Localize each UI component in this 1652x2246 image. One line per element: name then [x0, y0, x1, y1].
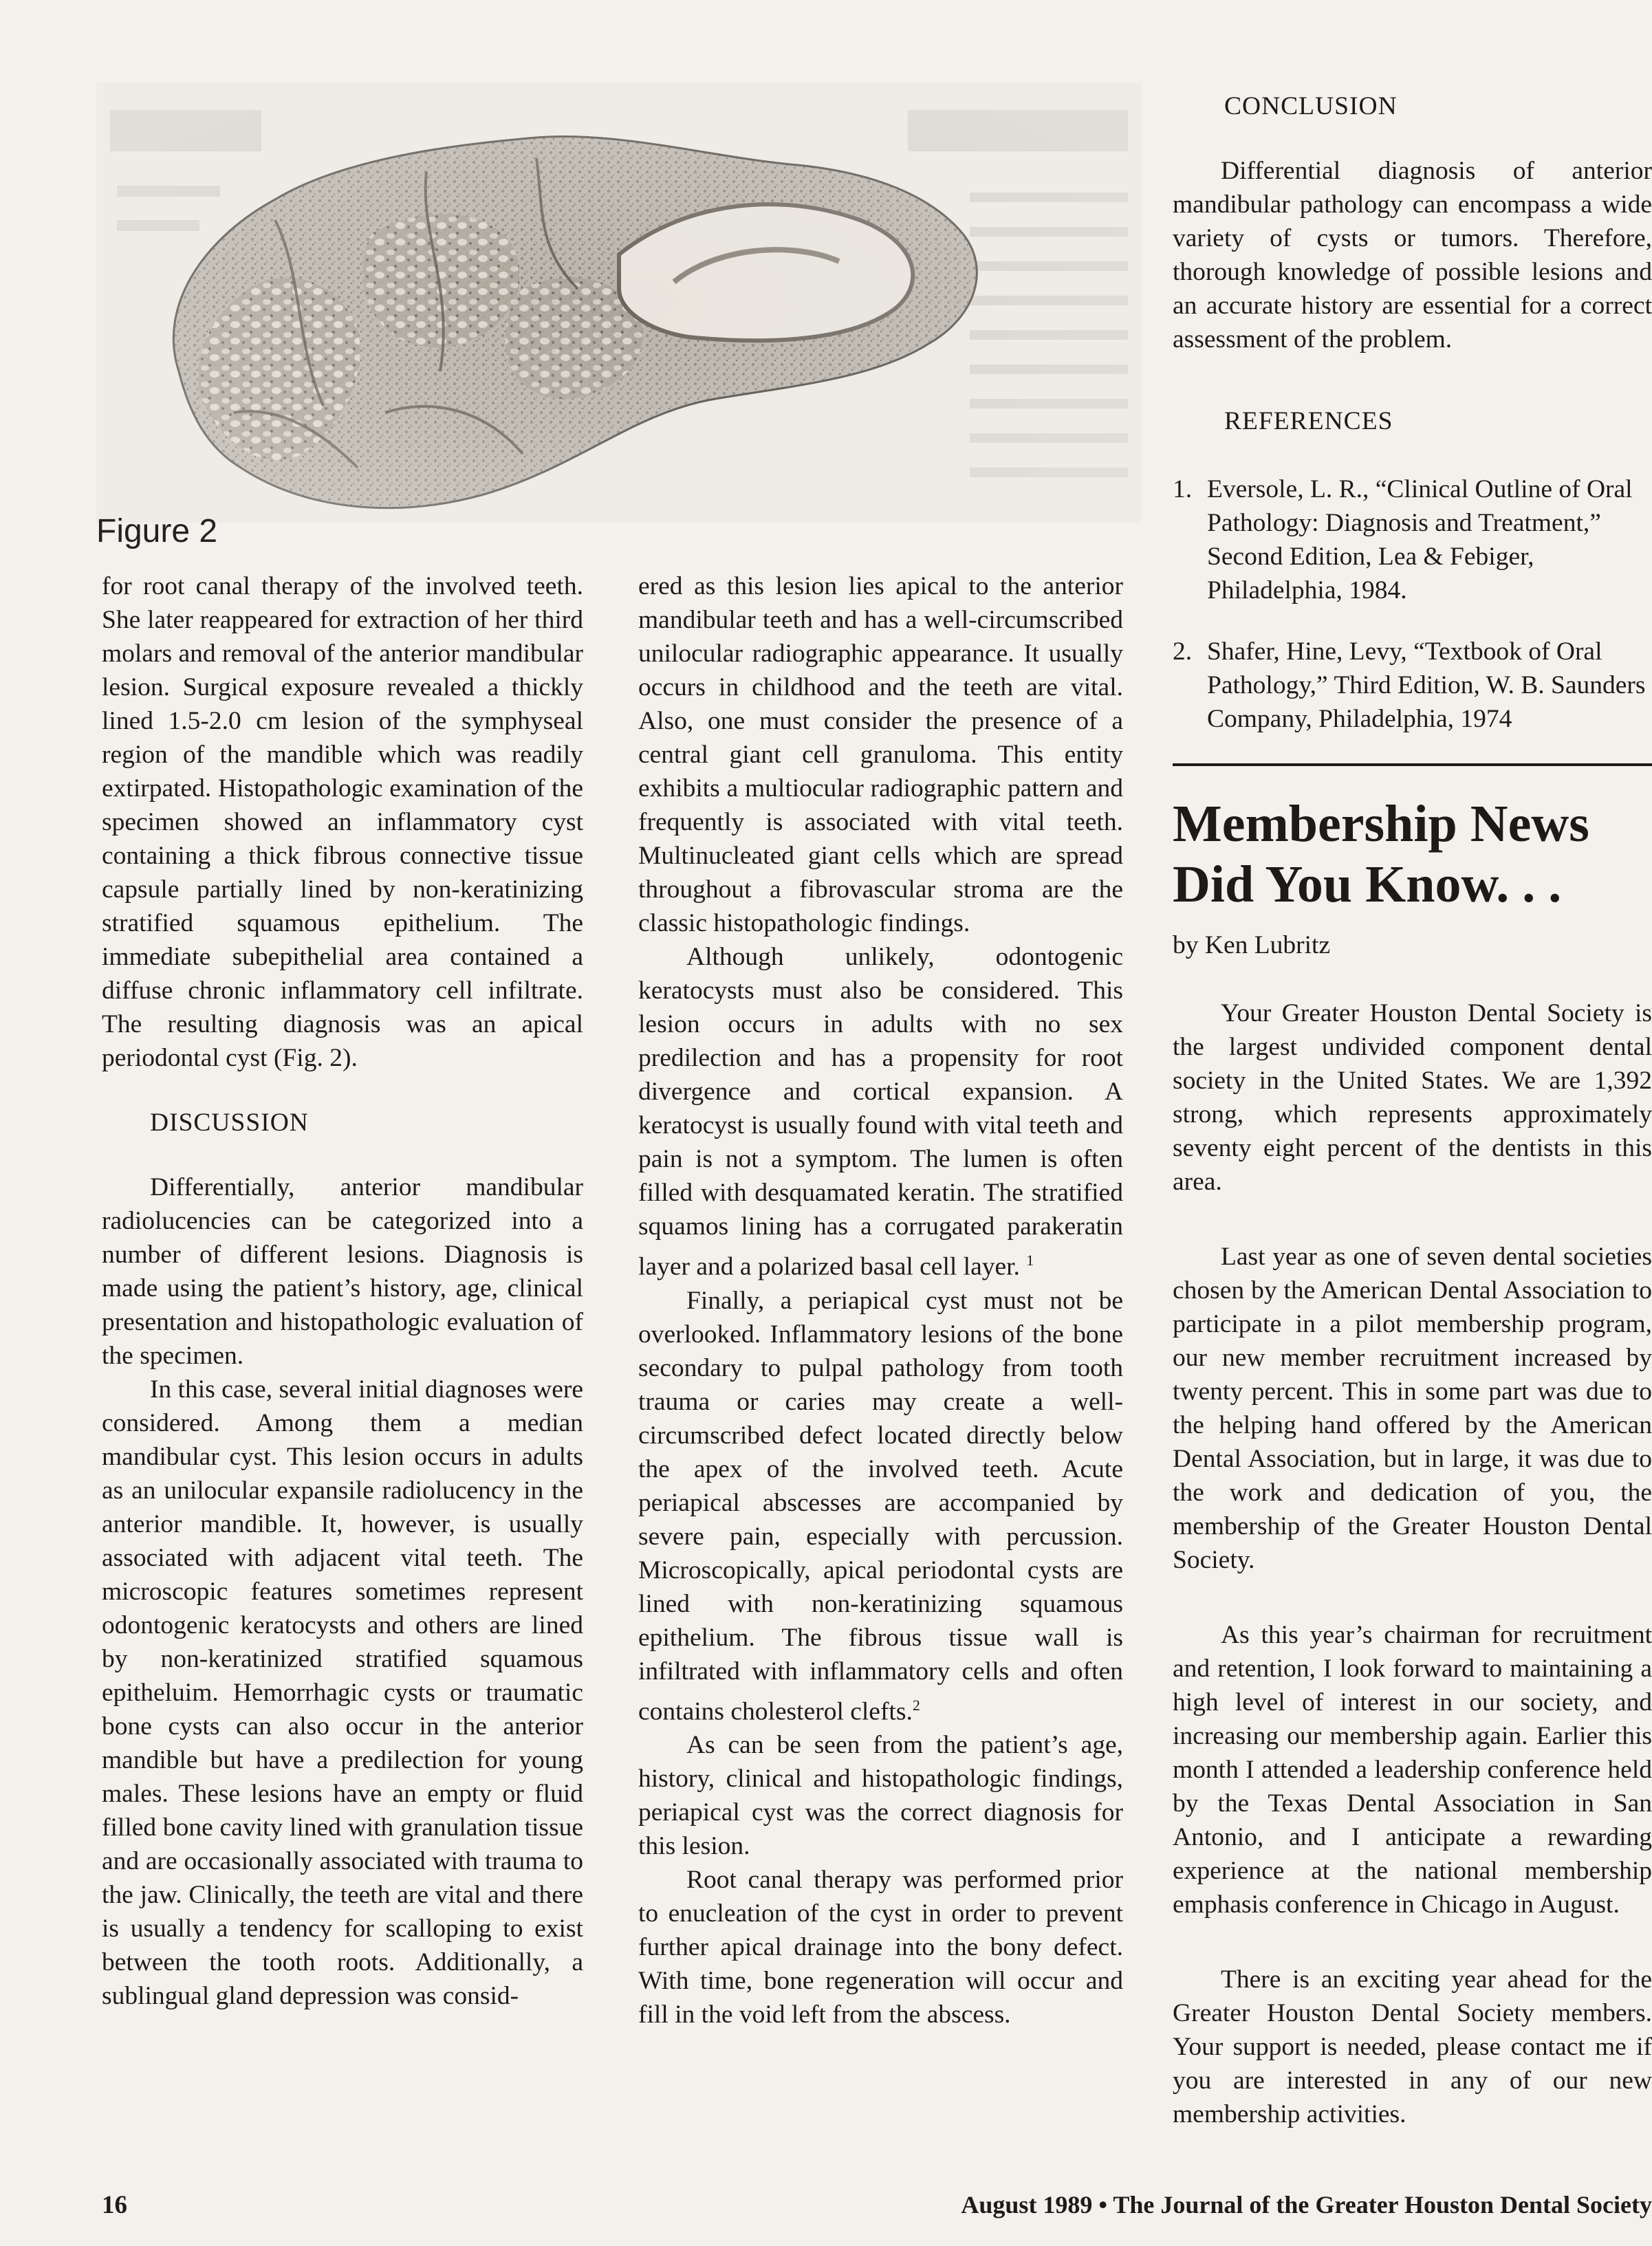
discussion-paragraph: In this case, several initial diagnoses were considered. Among them a median mandibular cyst. This lesion occurs in adults as an unilocular expansile radiolucency in the anterior mandible. It, however, is usually associated with adjacent vital teeth. The microscopic features sometimes represent odontogenic keratocysts and others are lined by non-keratinized stratified squamous epitheluim. Hemorrhagic cysts or traumatic bone cysts can also occur in the anterior mandible but have a predilection for young males. These lesions have an empty or fluid filled bone cavity lined with granulation tissue and are occasionally associated with trauma to the jaw. Clinically, the teeth are vital and there is usually a tendency for scalloping to exist between the tooth roots. Additionally, a sublingual gland depression was consid-: [102, 1375, 583, 2010]
figure-caption: Figure 2: [96, 513, 218, 549]
page-number: 16: [102, 2191, 127, 2219]
discussion-paragraph: As can be seen from the patient’s age, history, clinical and histopathologic findings, periapical cyst was the correct diagnosis for this lesion.: [638, 1731, 1123, 1860]
footnote-ref-1: 1: [1026, 1252, 1034, 1269]
footnote-ref-2: 2: [912, 1696, 920, 1714]
reference-number: 2.: [1173, 637, 1193, 666]
news-paragraph: Your Greater Houston Dental Society is the largest undivided component dental society in the United States. We are 1,392 strong, which represents approximately seventy eight percent of the dentists in this area.: [1173, 999, 1652, 1196]
reference-text: Eversole, L. R., “Clinical Outline of Oral Pathology: Diagnosis and Treatment,” Second Edition, Lea & Febiger, Philadelphia, 1984.: [1207, 475, 1633, 604]
journal-footer: August 1989 • The Journal of the Greater Houston Dental Society: [961, 2191, 1652, 2218]
news-paragraph: As this year’s chairman for recruitment and retention, I look forward to maintaining a high level of interest in our society, and increasing our membership again. Earlier this month I attended a leadership conference held by the Texas Dental Association in San Antonio, and I anticipate a rewarding experience at the national membership emphasis conference in Chicago in August.: [1173, 1621, 1652, 1919]
discussion-paragraph: [638, 1284, 1123, 1729]
discussion-paragraph: [638, 940, 1123, 1284]
news-paragraph: Last year as one of seven dental societies chosen by the American Dental Association to participate in a pilot membership program, our new member recruitment increased by twenty percent. This in some part was due to the helping hand offered by the American Dental Association, but in large, it was due to the work and dedication of you, the membership of the Greater Houston Dental Society.: [1173, 1243, 1652, 1574]
author-byline: by Ken Lubritz: [1173, 931, 1331, 959]
case-paragraph: for root canal therapy of the involved teeth. She later reappeared for extraction of her third molars and removal of the anterior mandibular lesion. Surgical exposure revealed a thickly lined 1.5-2.0 cm lesion of the symphyseal region of the mandible which was readily extirpated. Histopathologic examination of the specimen showed an inflammatory cyst containing a thick fibrous connective tissue capsule partially lined by non-keratinizing stratified squamous epithelium. The immediate subepithelial area contained a diffuse chronic inflammatory cell infiltrate. The resulting diagnosis was an apical periodontal cyst (Fig. 2).: [102, 572, 583, 1072]
discussion-heading: DISCUSSION: [150, 1109, 309, 1137]
histology-micrograph-image: [96, 83, 1142, 523]
reference-number: 1.: [1173, 475, 1193, 503]
did-you-know-title: Did You Know. . .: [1173, 855, 1562, 913]
discussion-paragraph: Differentially, anterior mandibular radiolucencies can be categorized into a number of different lesions. Diagnosis is made using the patient’s history, age, clinical presentation and histopathologic evaluation of the specimen.: [102, 1173, 583, 1370]
keratocyst-text: Although unlikely, odontogenic keratocysts must also be considered. This lesion occurs in adults with no sex predilection and has a propensity for root divergence and cortical expansion. A keratocyst is usually found with vital teeth and pain is not a symptom. The lumen is often filled with desquamated keratin. The stratified squamos lining has a corrugated parakeratin layer and a polarized basal cell layer.: [638, 943, 1123, 1281]
conclusion-paragraph: Differential diagnosis of anterior mandibular pathology can encompass a wide variety of cysts or tumors. Therefore, thorough knowledge of possible lesions and an accurate history are essential for a correct assessment of the problem.: [1173, 157, 1652, 353]
conclusion-heading: CONCLUSION: [1224, 92, 1398, 120]
section-divider: [1173, 763, 1652, 766]
reference-text: Shafer, Hine, Levy, “Textbook of Oral Pathology,” Third Edition, W. B. Saunders Company, Philadelphia, 1974: [1207, 637, 1646, 733]
article-column-3: [1173, 89, 1652, 2172]
article-column-2: [638, 569, 1123, 2031]
reference-item: [1173, 472, 1652, 607]
periapical-text: Finally, a periapical cyst must not be overlooked. Inflammatory lesions of the bone secondary to pulpal pathology from tooth trauma or caries may create a well-circumscribed defect located directly below the apex of the involved teeth. Acute periapical abscesses are accompanied by severe pain, especially with percussion. Microscopically, apical periodontal cysts are lined with non-keratinizing squamous epithelium. The fibrous tissue wall is infiltrated with inflammatory cells and often contains cholesterol clefts.: [638, 1286, 1123, 1725]
news-paragraph: There is an exciting year ahead for the Greater Houston Dental Society members. Your support is needed, please contact me if you are interested in any of our new membership activities.: [1173, 1965, 1652, 2128]
membership-news-title: Membership News: [1173, 795, 1589, 853]
discussion-paragraph: Root canal therapy was performed prior to enucleation of the cyst in order to prevent further apical drainage into the bony defect. With time, bone regeneration will occur and fill in the void left from the abscess.: [638, 1866, 1123, 2029]
article-column-1: [102, 569, 583, 2013]
reference-item: [1173, 635, 1652, 736]
discussion-paragraph: ered as this lesion lies apical to the anterior mandibular teeth and has a well-circumscribed unilocular radiographic appearance. It usually occurs in childhood and the teeth are vital. Also, one must consider the presence of a central giant cell granuloma. This entity exhibits a multiocular radiographic pattern and frequently is associated with vital teeth. Multinucleated giant cells which are spread throughout a fibrovascular stroma are the classic histopathologic findings.: [638, 572, 1123, 937]
references-heading: REFERENCES: [1224, 407, 1393, 435]
